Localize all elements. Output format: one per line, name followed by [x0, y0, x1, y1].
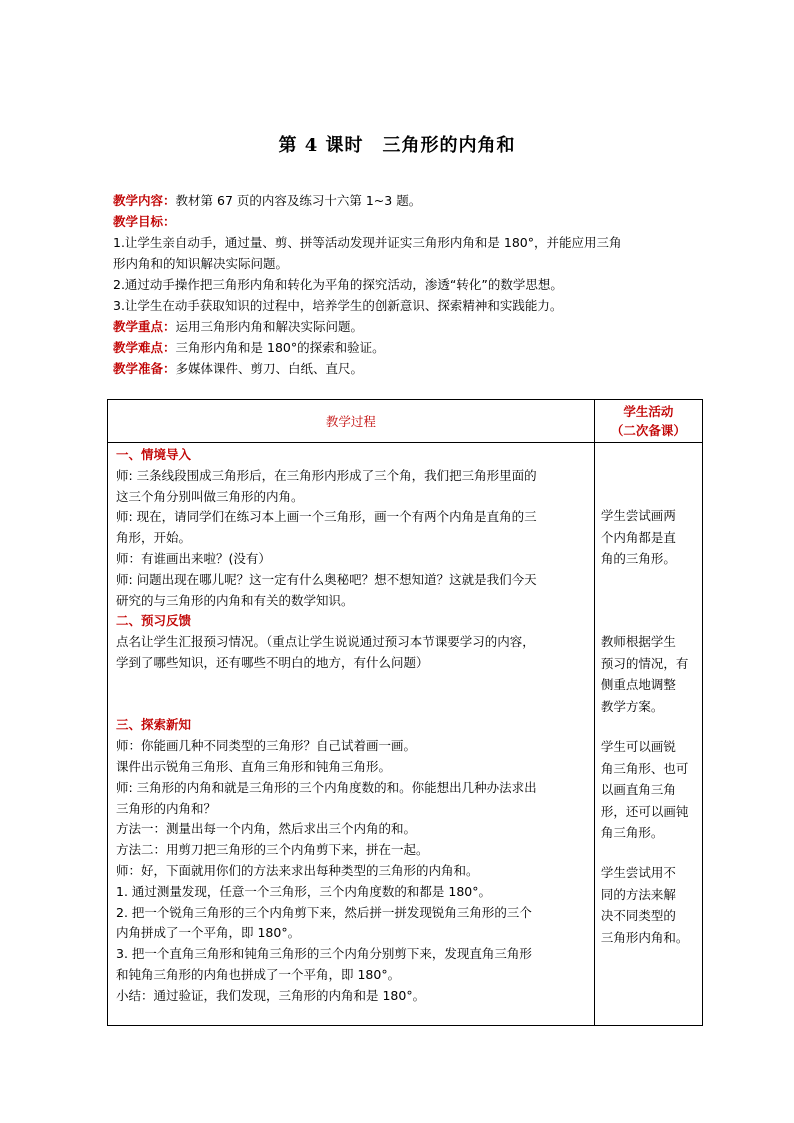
section-line: 三角形的内角和？: [116, 800, 217, 816]
teaching-process-cell: [108, 443, 595, 1026]
section-line: 3. 把一个直角三角形和钝角三角形的三个内角分别剪下来，发现直角三角形: [116, 946, 532, 962]
section-line: 师: 三角形的内角和就是三角形的三个内角度数的和。你能想出几种办法求出: [116, 779, 537, 795]
section-line: 内角拼成了一个平角，即 180°。: [116, 925, 301, 941]
section-line: 师: 问题出现在哪儿呢？这一定有什么奥秘吧？想不想知道？这就是我们今天: [116, 571, 537, 587]
teaching-prep-line: [113, 358, 693, 379]
table-body-row: [108, 443, 703, 1026]
section-line: 小结：通过验证，我们发现，三角形的内角和是 180°。: [116, 987, 426, 1003]
student-activity-note: 学生可以画锐 角三角形、也可 以画直角三角 形，还可以画钝 角三角形。: [600, 739, 689, 840]
teaching-key-text: 运用三角形内角和解决实际问题。: [175, 319, 364, 334]
section-line: 方法一：测量出每一个内角，然后求出三个内角的和。: [116, 821, 417, 837]
blank-line: [116, 695, 590, 716]
student-activity-note: 教师根据学生 预习的情况，有 侧重点地调整 教学方案。: [600, 634, 689, 714]
teaching-content-label: 教学内容：: [113, 193, 176, 208]
table-header-row: [108, 400, 703, 443]
section-heading-explore: 三、探索新知: [116, 717, 192, 733]
teaching-key-label: 教学重点：: [113, 319, 176, 334]
student-activity-cell: [594, 443, 702, 1026]
teaching-difficult-line: [113, 337, 693, 358]
header-student-activity-line2: （二次备课）: [610, 423, 686, 438]
section-line: 师: 三条线段围成三角形后，在三角形内形成了三个角，我们把三角形里面的: [116, 467, 537, 483]
section-line: 研究的与三角形的内角和有关的数学知识。: [116, 592, 354, 608]
header-student-activity: [594, 400, 702, 443]
header-student-activity-line1: 学生活动: [623, 404, 674, 419]
lesson-intro: [113, 190, 693, 379]
section-heading-intro: 一、情境导入: [116, 447, 192, 462]
section-line: 2. 把一个锐角三角形的三个内角剪下来，然后拼一拼发现锐角三角形的三个: [116, 904, 532, 920]
teaching-content-text: 教材第 67 页的内容及练习十六第 1~3 题。: [175, 193, 422, 208]
teaching-goals-line: [113, 211, 693, 232]
section-line: 课件出示锐角三角形、直角三角形和钝角三角形。: [116, 758, 392, 774]
section-line: 这三个角分别叫做三角形的内角。: [116, 488, 304, 504]
teaching-goal-item: 1.让学生亲自动手，通过量、剪、拼等活动发现并证实三角形内角和是 180°，并能应用三角: [113, 235, 622, 250]
section-line: 师：有谁画出来啦？(没有）: [116, 550, 271, 566]
section-line: 点名让学生汇报预习情况。（重点让学生说说通过预习本节课要学习的内容，: [116, 634, 535, 650]
section-line: 和钝角三角形的内角也拼成了一个平角，即 180°。: [116, 966, 401, 982]
section-line: 1. 通过测量发现，任意一个三角形，三个内角度数的和都是 180°。: [116, 883, 491, 899]
teaching-goal-item: 3.让学生在动手获取知识的过程中，培养学生的创新意识、探索精神和实践能力。: [113, 298, 563, 313]
teaching-difficult-text: 三角形内角和是 180°的探索和验证。: [175, 340, 385, 355]
section-heading-preview: 二、预习反馈: [116, 613, 192, 629]
section-line: 师：你能画几种不同类型的三角形？自己试着画一画。: [116, 738, 417, 754]
section-line: 师: 现在，请同学们在练习本上画一个三角形，画一个有两个内角是直角的三: [116, 509, 537, 525]
teaching-prep-label: 教学准备：: [113, 361, 176, 376]
teaching-difficult-label: 教学难点：: [113, 340, 176, 355]
blank-line: [116, 674, 590, 695]
teaching-key-line: [113, 316, 693, 337]
student-activity-note: 学生尝试用不 同的方法来解 决不同类型的 三角形内角和。: [600, 865, 689, 945]
teaching-goal-item: 形内角和的知识解决实际问题。: [113, 256, 289, 271]
section-line: 学到了哪些知识，还有哪些不明白的地方，有什么问题）: [116, 654, 429, 670]
teaching-goal-item: 2.通过动手操作把三角形内角和转化为平角的探究活动，渗透“转化”的数学思想。: [113, 277, 563, 292]
section-line: 师：好，下面就用你们的方法来求出每种类型的三角形的内角和。: [116, 862, 479, 878]
section-line: 角形，开始。: [116, 530, 192, 546]
teaching-content-line: [113, 190, 693, 211]
teaching-process-table: [107, 399, 703, 1026]
section-line: 方法二：用剪刀把三角形的三个内角剪下来，拼在一起。: [116, 842, 429, 858]
header-teaching-process: 教学过程: [108, 400, 595, 443]
teaching-prep-text: 多媒体课件、剪刀、白纸、直尺。: [175, 361, 364, 376]
student-activity-note: 学生尝试画两 个内角都是直 角的三角形。: [600, 508, 676, 566]
page-title: 第 4 课时 三角形的内角和: [278, 135, 516, 156]
teaching-goals-label: 教学目标：: [113, 214, 176, 229]
